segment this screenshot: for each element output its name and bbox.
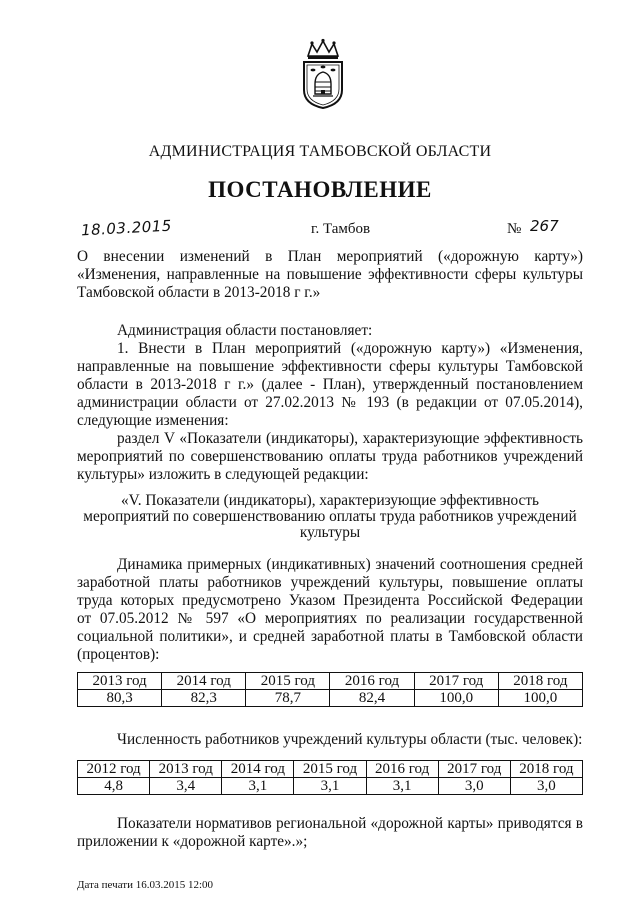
table-cell: 3,4: [150, 778, 222, 795]
table-header-cell: 2013 год: [150, 761, 222, 778]
table-cell: 3,1: [294, 778, 366, 795]
table-row: [78, 778, 583, 795]
table-header-cell: 2014 год: [222, 761, 294, 778]
section-heading: [77, 493, 583, 541]
coat-of-arms-icon: [298, 38, 348, 110]
table-header-cell: 2016 год: [330, 673, 414, 690]
paragraph-line: следующие изменения:: [77, 412, 229, 429]
paragraph-line: Показатели нормативов региональной «дорожной карты» приводятся в: [117, 815, 583, 832]
table-header-cell: 2014 год: [162, 673, 246, 690]
table-header-cell: 2015 год: [246, 673, 330, 690]
table-cell: 100,0: [498, 690, 582, 707]
heading-line: культуры: [299, 524, 361, 541]
paragraph-line: приложении к «дорожной карте».»;: [77, 833, 308, 850]
handwritten-number: 267: [530, 217, 559, 235]
agency-name: АДМИНИСТРАЦИЯ ТАМБОВСКОЙ ОБЛАСТИ: [148, 143, 492, 160]
paragraph-line: труда которых предусмотрено Указом Президента Российской Федерации: [77, 592, 583, 609]
resolves-text: Администрация области постановляет:: [117, 322, 373, 339]
table-header-row: [78, 673, 583, 690]
paragraph-line: области в 2013-2018 г г.» (далее - План), утвержденный постановлением: [77, 376, 583, 393]
section-paragraph: [77, 430, 583, 484]
table-cell: 82,3: [162, 690, 246, 707]
paragraph-line: администрации области от 27.02.2013 № 193 (в редакции от 07.05.2014),: [77, 394, 583, 411]
table-cell: 3,1: [366, 778, 438, 795]
table-header-cell: 2016 год: [366, 761, 438, 778]
table-cell: 80,3: [78, 690, 162, 707]
table-cell: 4,8: [78, 778, 150, 795]
table-header-cell: 2017 год: [438, 761, 510, 778]
document-type: ПОСТАНОВЛЕНИЕ: [208, 177, 432, 202]
table-header-cell: 2017 год: [414, 673, 498, 690]
subject-line: О внесении изменений в План мероприятий («дорожную карту»): [77, 248, 583, 265]
number-label: №: [507, 221, 522, 237]
table-row: [78, 690, 583, 707]
table-cell: 78,7: [246, 690, 330, 707]
table-cell: 82,4: [330, 690, 414, 707]
table-cell: 3,0: [438, 778, 510, 795]
paragraph-line: заработной платы работников учреждений культуры, повышение оплаты: [77, 574, 583, 591]
paragraph-line: мероприятий по совершенствованию оплаты труда работников учреждений: [77, 448, 583, 465]
print-date: Дата печати 16.03.2015 12:00: [77, 879, 214, 891]
paragraph-line: социальной политики», и средней заработной платы в Тамбовской области: [77, 628, 583, 645]
subject-block: [77, 248, 583, 302]
table-header-cell: 2015 год: [294, 761, 366, 778]
staff-count-table: [77, 760, 583, 795]
heading-line: мероприятий по совершенствованию оплаты труда работников учреждений: [83, 508, 577, 525]
city: г. Тамбов: [311, 221, 371, 237]
table-cell: 3,1: [222, 778, 294, 795]
paragraph-line: Динамика примерных (индикативных) значений соотношения средней: [117, 556, 583, 573]
table-cell: 3,0: [510, 778, 582, 795]
paragraph-line: направленные на повышение эффективности сферы культуры Тамбовской: [77, 358, 583, 375]
paragraph-line: (процентов):: [77, 646, 160, 663]
table-header-cell: 2013 год: [78, 673, 162, 690]
paragraph-line: от 07.05.2012 № 597 «О мероприятиях по реализации государственной: [77, 610, 583, 627]
table-cell: 100,0: [414, 690, 498, 707]
item-1-paragraph: [77, 340, 583, 430]
paragraph-line: 1. Внести в План мероприятий («дорожную карту») «Изменения,: [117, 340, 583, 357]
salary-ratio-table: [77, 672, 583, 707]
paragraph-line: раздел V «Показатели (индикаторы), характеризующие эффективность: [117, 430, 583, 447]
subject-line: «Изменения, направленные на повышение эффективности сферы культуры: [77, 266, 583, 283]
handwritten-date: 18.03.2015: [80, 216, 173, 240]
final-paragraph: [77, 815, 583, 851]
paragraph-line: культуры» изложить в следующей редакции:: [77, 466, 369, 483]
staff-caption: Численность работников учреждений культуры области (тыс. человек):: [117, 731, 583, 748]
heading-line: «V. Показатели (индикаторы), характеризующие эффективность: [120, 492, 540, 509]
table-header-cell: 2012 год: [78, 761, 150, 778]
table-header-cell: 2018 год: [510, 761, 582, 778]
subject-line: Тамбовской области в 2013-2018 г г.»: [77, 284, 321, 301]
dynamics-paragraph: [77, 556, 583, 664]
table-header-row: [78, 761, 583, 778]
table-header-cell: 2018 год: [498, 673, 582, 690]
